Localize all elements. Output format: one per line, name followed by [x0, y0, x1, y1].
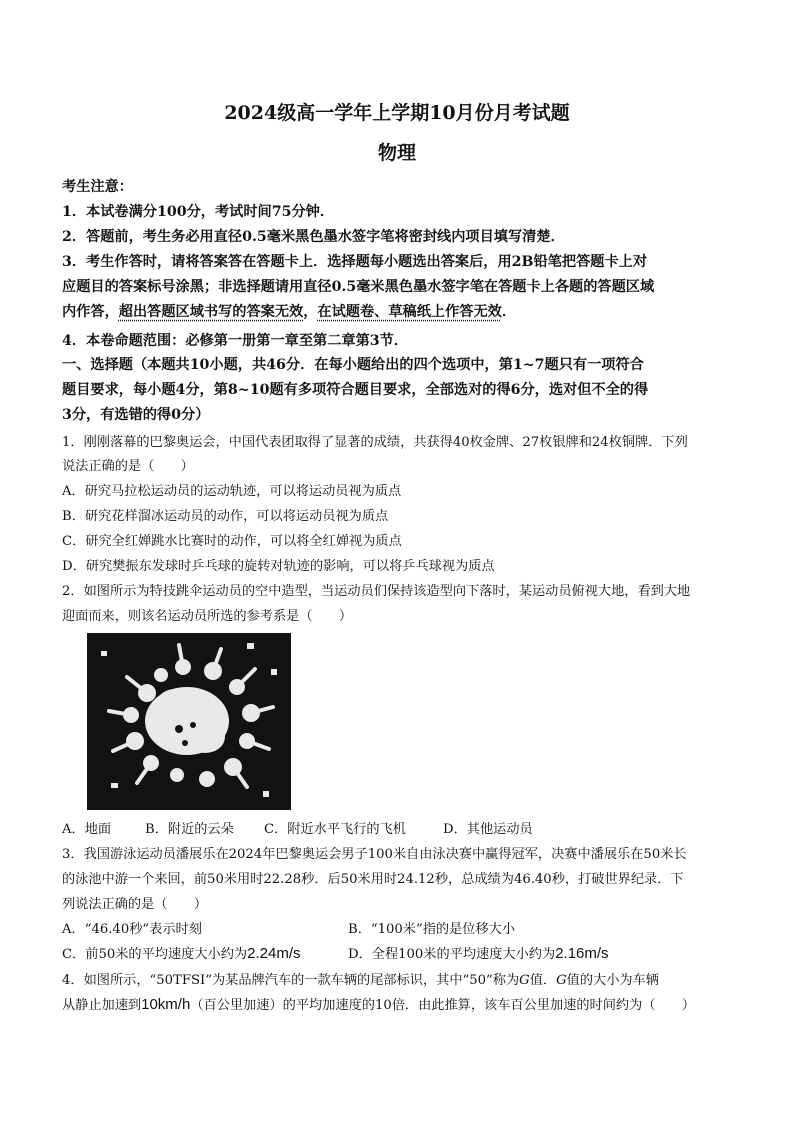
section-1-line-2: 题目要求，每小题4分，第8~10题有多项符合题目要求，全部选对的得6分，选对但不全的得 [62, 382, 649, 398]
section-1-line-3: 3分，有选错的得0分） [62, 407, 210, 423]
notice-text: 内作答， [62, 304, 119, 320]
q2-stem-line-1: 2．如图所示为特技跳伞运动员的空中造型，当运动员们保持该造型向下落时，某运动员俯视大地，看到大地 [62, 584, 691, 599]
q2-option-c: C．附近水平飞行的飞机 [264, 822, 406, 837]
notice-item-1: 1．本试卷满分100分，考试时间75分钟． [62, 204, 335, 220]
q4-text: 值． [529, 973, 557, 988]
notice-text: ， [303, 304, 318, 320]
q1-option-d: D．研究樊振东发球时乒乓球的旋转对轨迹的影响，可以将乒乓球视为质点 [62, 559, 495, 574]
q4-text: 4．如图所示，“50TFSI”为某品牌汽车的一款车辆的尾部标识，其中“50”称为 [62, 973, 520, 988]
q3-option-b: B．“100米”指的是位移大小 [348, 922, 516, 937]
skydivers-photo [87, 633, 291, 810]
q4-speed-value: 10km/h [141, 996, 191, 1013]
notice-item-3-line-1: 3．考生作答时，请将答案答在答题卡上．选择题每小题选出答案后，用2B铅笔把答题卡上对 [62, 254, 648, 270]
q3-option-a: A．“46.40秒”表示时刻 [62, 922, 202, 937]
q1-stem-line-1: 1．刚刚落幕的巴黎奥运会，中国代表团取得了显著的成绩，共获得40枚金牌、27枚银牌和24枚铜牌．下列 [62, 435, 688, 450]
q4-symbol-g: G [556, 973, 567, 988]
q3-option-d [348, 943, 609, 962]
q1-stem-line-2: 说法正确的是（ ） [62, 459, 194, 474]
q2-stem-line-2: 迎面而来，则该名运动员所选的参考系是（ ） [62, 609, 353, 624]
notice-item-4: 4．本卷命题范围：必修第一册第一章至第二章第3节． [62, 333, 409, 349]
notice-text: ． [501, 304, 517, 320]
skydivers-formation-icon [87, 633, 291, 810]
q1-option-b: B．研究花样溜冰运动员的动作，可以将运动员视为质点 [62, 509, 389, 524]
notice-emphasis: 在试题卷、草稿纸上作答无效 [317, 304, 502, 320]
q2-option-a: A．地面 [62, 822, 112, 837]
exam-title: 2024级高一学年上学期10月份月考试题 [224, 102, 570, 124]
notice-item-3-line-2: 应题目的答案标号涂黑；非选择题请用直径0.5毫米黑色墨水签字笔在答题卡上各题的答题区域 [62, 279, 655, 295]
subject-title: 物理 [377, 142, 416, 164]
q3-stem-line-1: 3．我国游泳运动员潘展乐在2024年巴黎奥运会男子100米自由泳决赛中赢得冠军，决赛中潘展乐在50米长 [62, 847, 687, 862]
q4-stem-line-2 [62, 994, 752, 1013]
q3-option-d-text: D．全程100米的平均速度大小约为 [348, 947, 556, 962]
section-1-line-1: 一、选择题（本题共10小题，共46分．在每小题给出的四个选项中，第1~7题只有一项符合 [62, 357, 644, 373]
q3-option-d-value: 2.16m/s [555, 945, 609, 962]
q3-option-c [62, 943, 300, 962]
q4-symbol-g: G [519, 973, 530, 988]
q1-option-c: C．研究全红婵跳水比赛时的动作，可以将全红婵视为质点 [62, 534, 402, 549]
q3-stem-line-3: 列说法正确的是（ ） [62, 897, 208, 912]
notice-emphasis: 超出答题区域书写的答案无效 [118, 304, 304, 320]
q4-text: 从静止加速到 [62, 998, 142, 1013]
notice-item-2: 2．答题前，考生务必用直径0.5毫米黑色墨水签字笔将密封线内项目填写清楚． [62, 229, 565, 245]
q2-option-b: B．附近的云朵 [145, 822, 234, 837]
q3-option-c-value: 2.24m/s [247, 945, 301, 962]
q3-option-c-text: C．前50米的平均速度大小约为 [62, 947, 248, 962]
q2-option-d: D．其他运动员 [443, 822, 533, 837]
q4-text: （百公里加速）的平均加速度的10倍．由此推算，该车百公里加速的时间约为（ ） [190, 998, 696, 1013]
q3-stem-line-2: 的泳池中游一个来回，前50米用时22.28秒．后50米用时24.12秒，总成绩为46.40秒，打破世界纪录．下 [62, 872, 684, 887]
notice-heading: 考生注意： [62, 179, 133, 195]
q4-stem-line-1 [62, 969, 752, 988]
q1-option-a: A．研究马拉松运动员的运动轨迹，可以将运动员视为质点 [62, 484, 402, 499]
notice-item-3-line-3 [62, 301, 752, 321]
q4-text: 值的大小为车辆 [566, 973, 659, 988]
